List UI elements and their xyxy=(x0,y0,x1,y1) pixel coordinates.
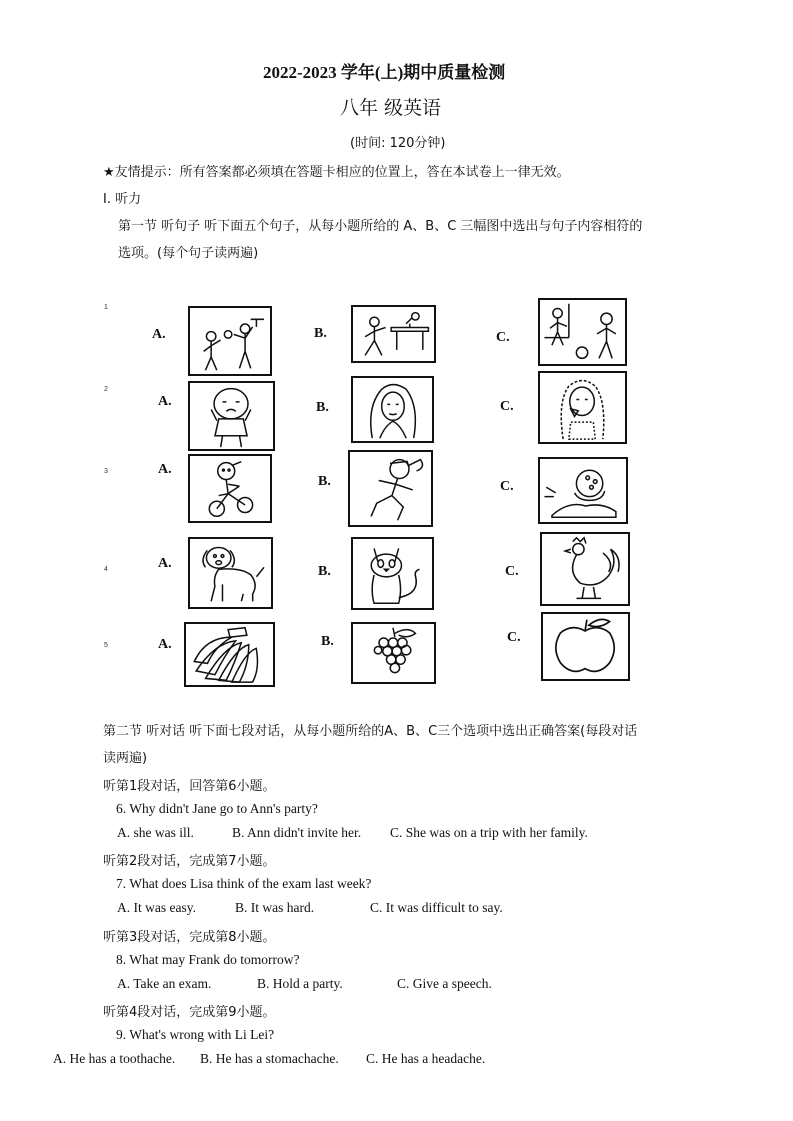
picture-basketball-players xyxy=(188,306,272,376)
picture-girl-sneezing xyxy=(538,371,627,444)
part1-instruction-cont: 选项。(每个句子读两遍) xyxy=(118,246,259,261)
question-text: 7. What does Lisa think of the exam last week? xyxy=(116,876,372,891)
row-number: 4 xyxy=(104,566,108,573)
option-label-c: C. xyxy=(500,399,514,414)
option-label-a: A. xyxy=(158,556,172,571)
dialogue-intro: 听第3段对话，完成第8小题。 xyxy=(103,930,276,945)
part2-instruction: 第二节 听对话 听下面七段对话，从每小题所给的A、B、C三个选项中选出正确答案(每段对话 xyxy=(103,724,638,739)
question-text: 6. Why didn't Jane go to Ann's party? xyxy=(116,801,318,816)
option-label-c: C. xyxy=(507,630,521,645)
picture-girl-running xyxy=(348,450,433,527)
answer-option-c: C. It was difficult to say. xyxy=(370,900,503,915)
picture-football-players xyxy=(538,298,627,366)
option-label-c: C. xyxy=(500,479,514,494)
option-label-b: B. xyxy=(318,474,331,489)
answer-option-b: B. Ann didn't invite her. xyxy=(232,825,362,840)
exam-title: 2022-2023 学年(上)期中质量检测 xyxy=(263,63,506,82)
picture-apple xyxy=(541,612,630,681)
picture-puppy xyxy=(188,537,273,609)
option-label-a: A. xyxy=(158,637,172,652)
picture-sick-girl xyxy=(188,381,275,451)
row-number: 3 xyxy=(104,468,108,475)
picture-grapes xyxy=(351,622,436,684)
answer-option-b: B. Hold a party. xyxy=(257,976,343,991)
dialogue-intro: 听第1段对话，回答第6小题。 xyxy=(103,779,276,794)
exam-subtitle: 八年 级英语 xyxy=(340,97,442,119)
question-text: 9. What's wrong with Li Lei? xyxy=(116,1027,275,1042)
question-text: 8. What may Frank do tomorrow? xyxy=(116,952,300,967)
answer-option-c: C. Give a speech. xyxy=(397,976,492,991)
option-label-b: B. xyxy=(314,326,327,341)
answer-option-a: A. It was easy. xyxy=(117,900,196,915)
answer-option-c: C. She was on a trip with her family. xyxy=(390,825,588,840)
picture-frog-on-rock xyxy=(538,457,628,524)
part2-instruction-cont: 读两遍) xyxy=(103,751,148,766)
option-label-c: C. xyxy=(505,564,519,579)
row-number: 2 xyxy=(104,386,108,393)
picture-rooster xyxy=(540,532,630,606)
option-label-a: A. xyxy=(152,327,166,342)
picture-cat xyxy=(351,537,434,610)
section-heading: I. 听力 xyxy=(103,192,142,207)
answer-option-a: A. Take an exam. xyxy=(117,976,212,991)
row-number: 1 xyxy=(104,304,108,311)
picture-bananas xyxy=(184,622,275,687)
answer-option-c: C. He has a headache. xyxy=(366,1051,486,1066)
option-label-a: A. xyxy=(158,462,172,477)
exam-time: (时间: 120分钟) xyxy=(350,136,446,151)
option-label-b: B. xyxy=(316,400,329,415)
dialogue-intro: 听第4段对话，完成第9小题。 xyxy=(103,1005,276,1020)
answer-option-b: B. It was hard. xyxy=(235,900,315,915)
answer-option-b: B. He has a stomachache. xyxy=(200,1051,339,1066)
option-label-a: A. xyxy=(158,394,172,409)
option-label-b: B. xyxy=(318,564,331,579)
dialogue-intro: 听第2段对话，完成第7小题。 xyxy=(103,854,276,869)
part1-instruction: 第一节 听句子 听下面五个句子，从每小题所给的 A、B、C 三幅图中选出与句子内容相符的 xyxy=(118,219,643,234)
answer-option-a: A. He has a toothache. xyxy=(53,1051,176,1066)
answer-option-a: A. she was ill. xyxy=(117,825,194,840)
option-label-b: B. xyxy=(321,634,334,649)
picture-boy-cycling xyxy=(188,454,272,523)
row-number: 5 xyxy=(104,642,108,649)
picture-table-tennis xyxy=(351,305,436,363)
option-label-c: C. xyxy=(496,330,510,345)
picture-long-hair-woman xyxy=(351,376,434,443)
notice: ★友情提示：所有答案都必须填在答题卡相应的位置上，答在本试卷上一律无效。 xyxy=(103,165,570,180)
